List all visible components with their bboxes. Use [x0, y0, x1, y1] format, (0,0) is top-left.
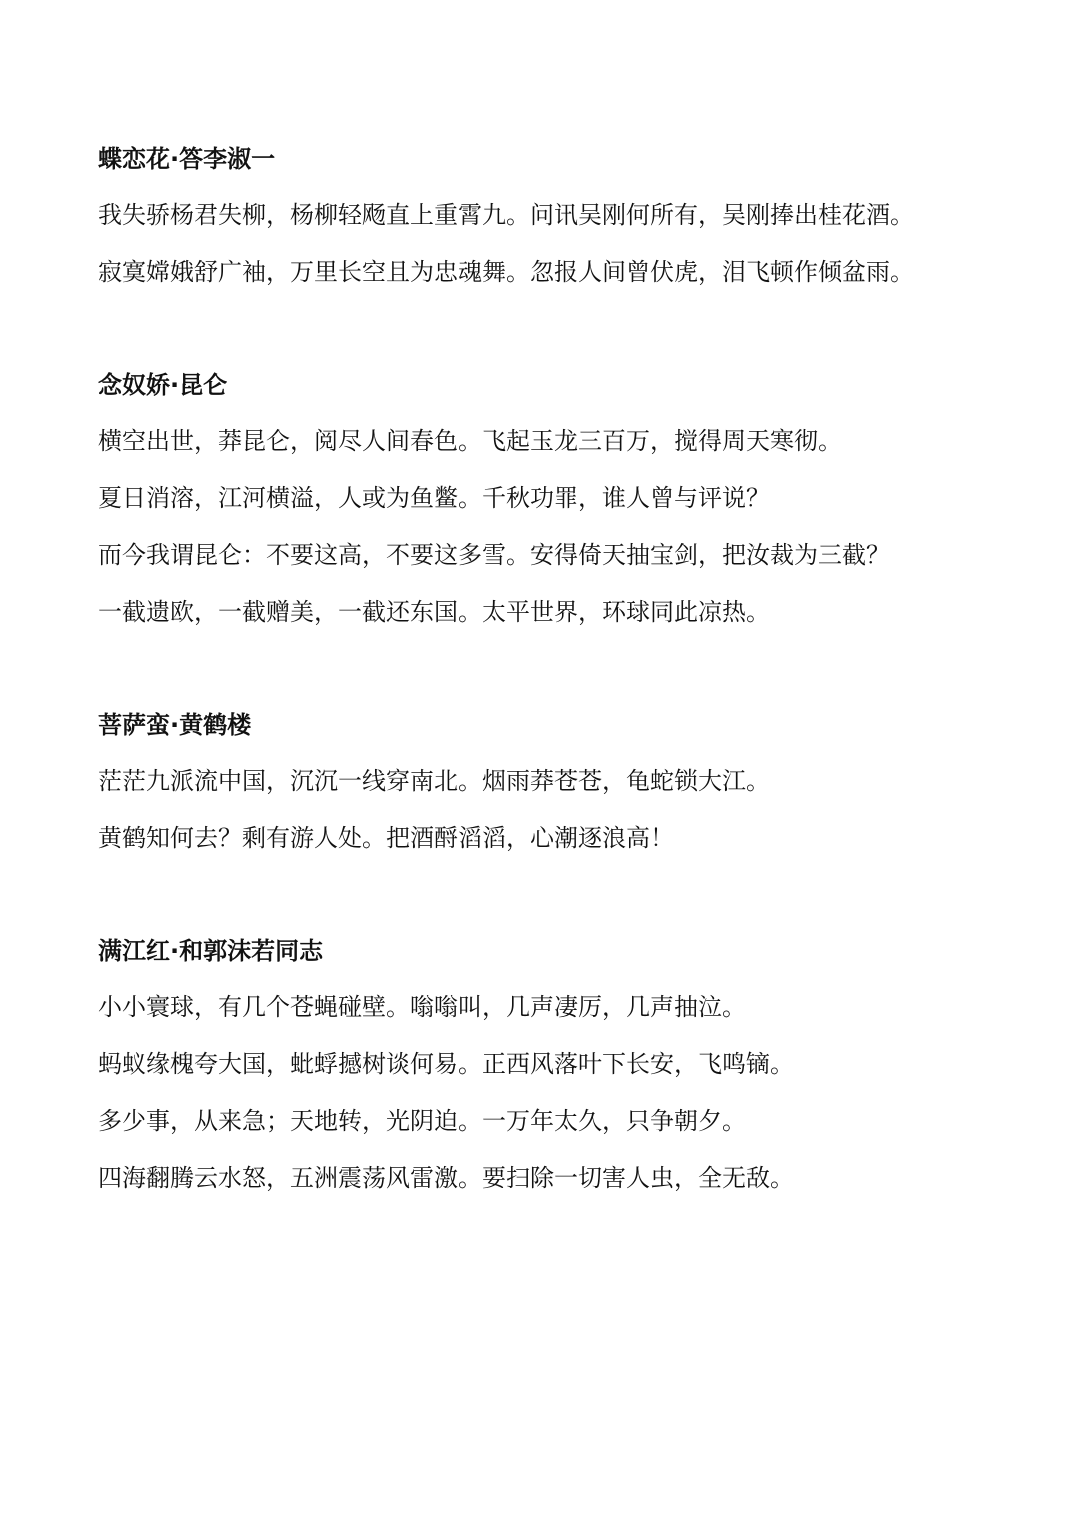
poem-section [98, 935, 1038, 1219]
poem-section [98, 369, 1038, 653]
poem-line: 我失骄杨君失柳，杨柳轻飏直上重霄九。问讯吴刚何所有，吴刚捧出桂花酒。 [98, 201, 914, 229]
poem-line: 寂寞嫦娥舒广袖，万里长空且为忠魂舞。忽报人间曾伏虎，泪飞顿作倾盆雨。 [98, 258, 914, 286]
poem-section [98, 709, 1038, 879]
poem-line: 四海翻腾云水怒，五洲震荡风雷激。要扫除一切害人虫，全无敌。 [98, 1164, 794, 1192]
poem-title: 菩萨蛮·黄鹤楼 [98, 711, 252, 739]
poem-line: 夏日消溶，江河横溢，人或为鱼鳖。千秋功罪，谁人曾与评说？ [98, 484, 770, 512]
poem-line: 而今我谓昆仑：不要这高，不要这多雪。安得倚天抽宝剑，把汝裁为三截？ [98, 541, 890, 569]
poem-line: 蚂蚁缘槐夸大国，蚍蜉撼树谈何易。正西风落叶下长安，飞鸣镝。 [98, 1050, 794, 1078]
poem-title: 念奴娇·昆仑 [98, 371, 228, 399]
poem-line: 黄鹤知何去？剩有游人处。把酒酹滔滔，心潮逐浪高！ [98, 824, 674, 852]
poem-title: 满江红·和郭沫若同志 [98, 937, 324, 965]
poem-line: 一截遗欧，一截赠美，一截还东国。太平世界，环球同此凉热。 [98, 598, 770, 626]
poem-line: 横空出世，莽昆仑，阅尽人间春色。飞起玉龙三百万，搅得周天寒彻。 [98, 427, 842, 455]
poem-title: 蝶恋花·答李淑一 [98, 145, 276, 173]
poem-line: 小小寰球，有几个苍蝇碰壁。嗡嗡叫，几声凄厉，几声抽泣。 [98, 993, 746, 1021]
poem-section [98, 143, 1038, 313]
poem-line: 多少事，从来急；天地转，光阴迫。一万年太久，只争朝夕。 [98, 1107, 746, 1135]
poem-line: 茫茫九派流中国，沉沉一线穿南北。烟雨莽苍苍，龟蛇锁大江。 [98, 767, 770, 795]
